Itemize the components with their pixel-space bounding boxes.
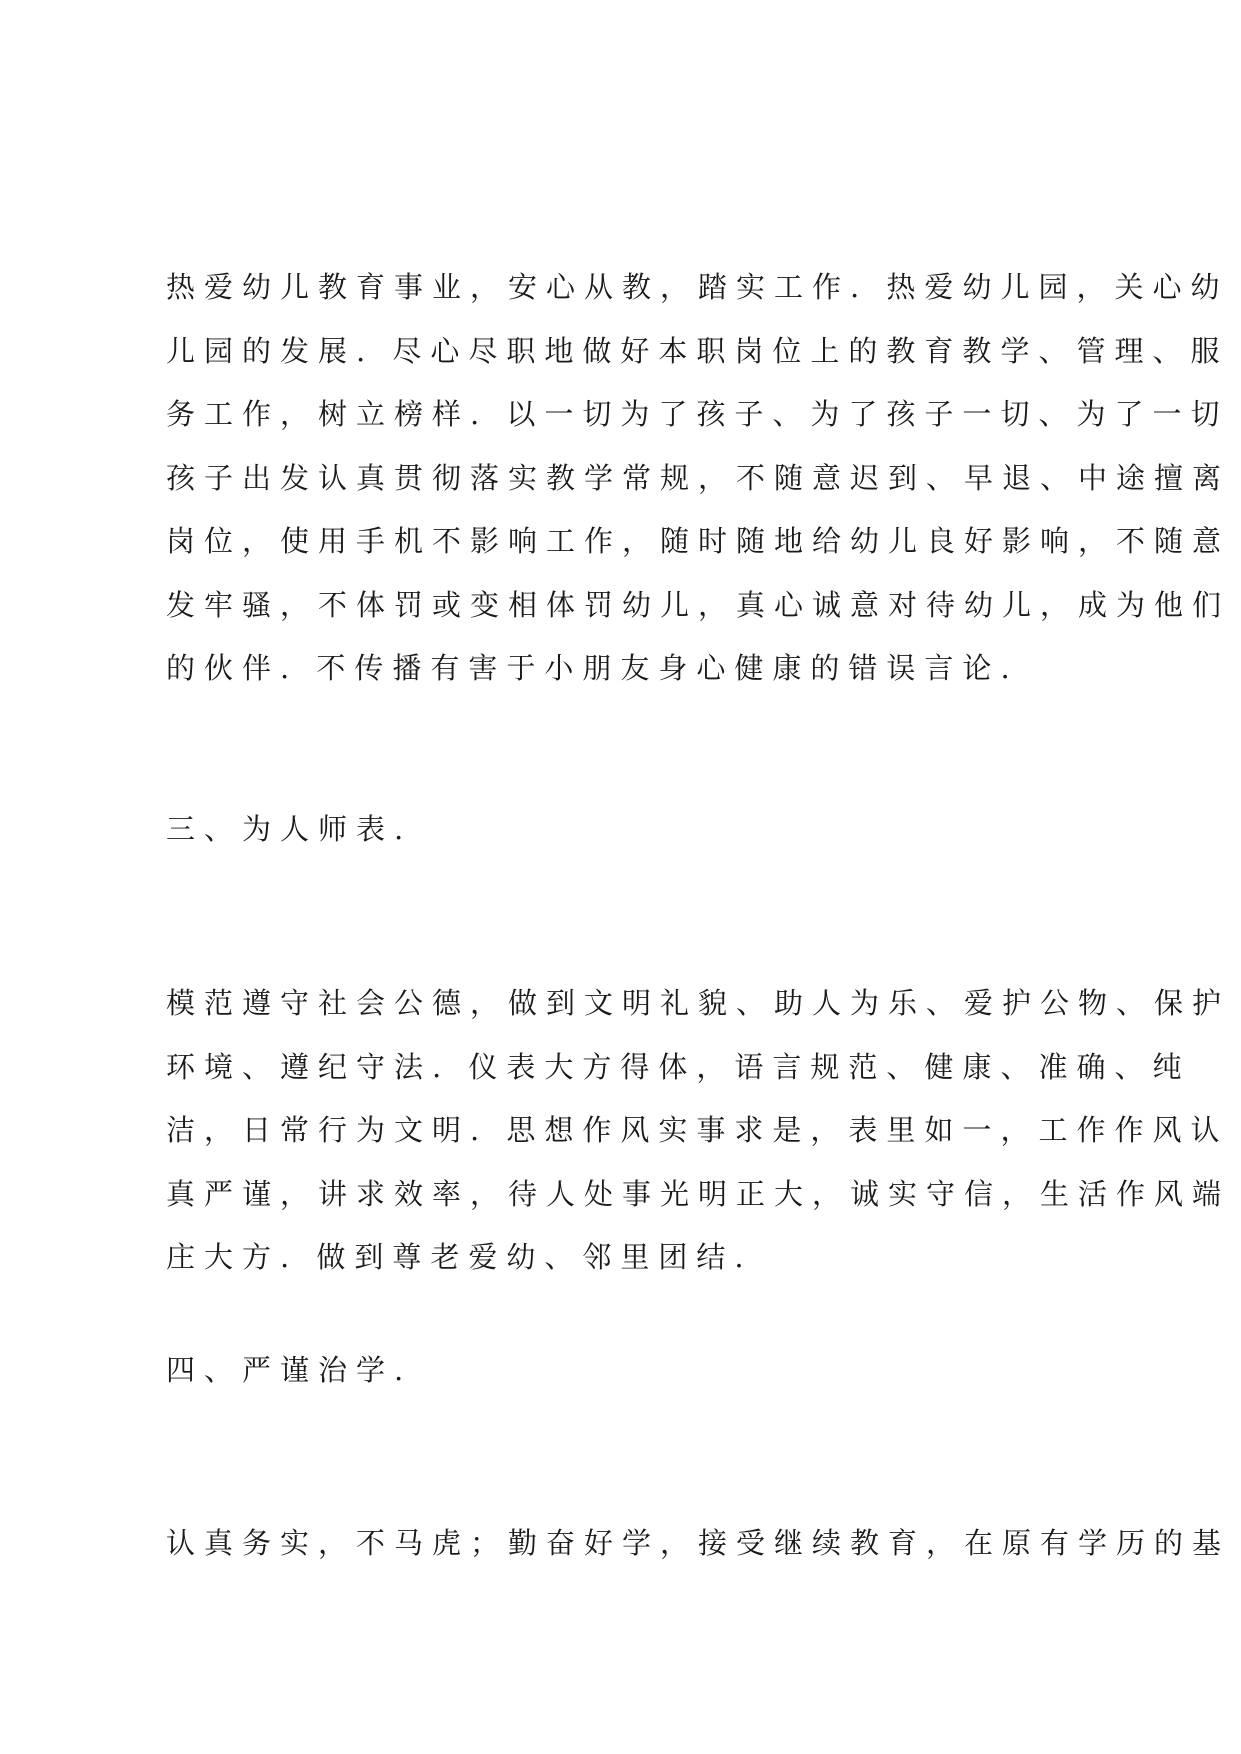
paragraph-line: 务工作，树立榜样. 以一切为了孩子、为了孩子一切、为了一切 xyxy=(166,397,1229,431)
paragraph-line: 的伙伴. 不传播有害于小朋友身心健康的错误言论. xyxy=(166,651,1019,685)
paragraph-line: 孩子出发认真贯彻落实教学常规，不随意迟到、早退、中途擅离 xyxy=(166,460,1231,495)
paragraph-line: 庄大方. 做到尊老爱幼、邻里团结. xyxy=(166,1240,753,1274)
section-heading-text: 四、严谨治学. xyxy=(166,1353,413,1387)
paragraph-line: 岗位，使用手机不影响工作，随时随地给幼儿良好影响，不随意 xyxy=(166,524,1231,558)
paragraph-line: 认真务实，不马虎；勤奋好学，接受继续教育，在原有学历的基 xyxy=(166,1526,1231,1560)
section-heading-text: 三、为人师表. xyxy=(166,812,413,846)
section-heading-3 xyxy=(166,798,1094,862)
paragraph-line: 真严谨，讲求效率，待人处事光明正大，诚实守信，生活作风端 xyxy=(166,1176,1231,1211)
paragraph-line: 热爱幼儿教育事业，安心从教，踏实工作. 热爱幼儿园，关心幼 xyxy=(166,270,1229,304)
paragraph-line: 模范遵守社会公德，做到文明礼貌、助人为乐、爱护公物、保护 xyxy=(166,986,1231,1020)
paragraph-3 xyxy=(166,1512,1231,1576)
section-heading-4 xyxy=(166,1339,1094,1403)
paragraph-line: 发牢骚，不体罚或变相体罚幼儿，真心诚意对待幼儿，成为他们 xyxy=(166,587,1231,622)
paragraph-line: 环境、遵纪守法. 仪表大方得体，语言规范、健康、准确、纯 xyxy=(166,1049,1191,1084)
paragraph-line: 儿园的发展. 尽心尽职地做好本职岗位上的教育教学、管理、服 xyxy=(166,333,1229,368)
paragraph-line: 洁，日常行为文明. 思想作风实事求是，表里如一，工作作风认 xyxy=(166,1113,1229,1147)
paragraph-2 xyxy=(166,972,1231,1290)
paragraph-1 xyxy=(166,256,1231,701)
